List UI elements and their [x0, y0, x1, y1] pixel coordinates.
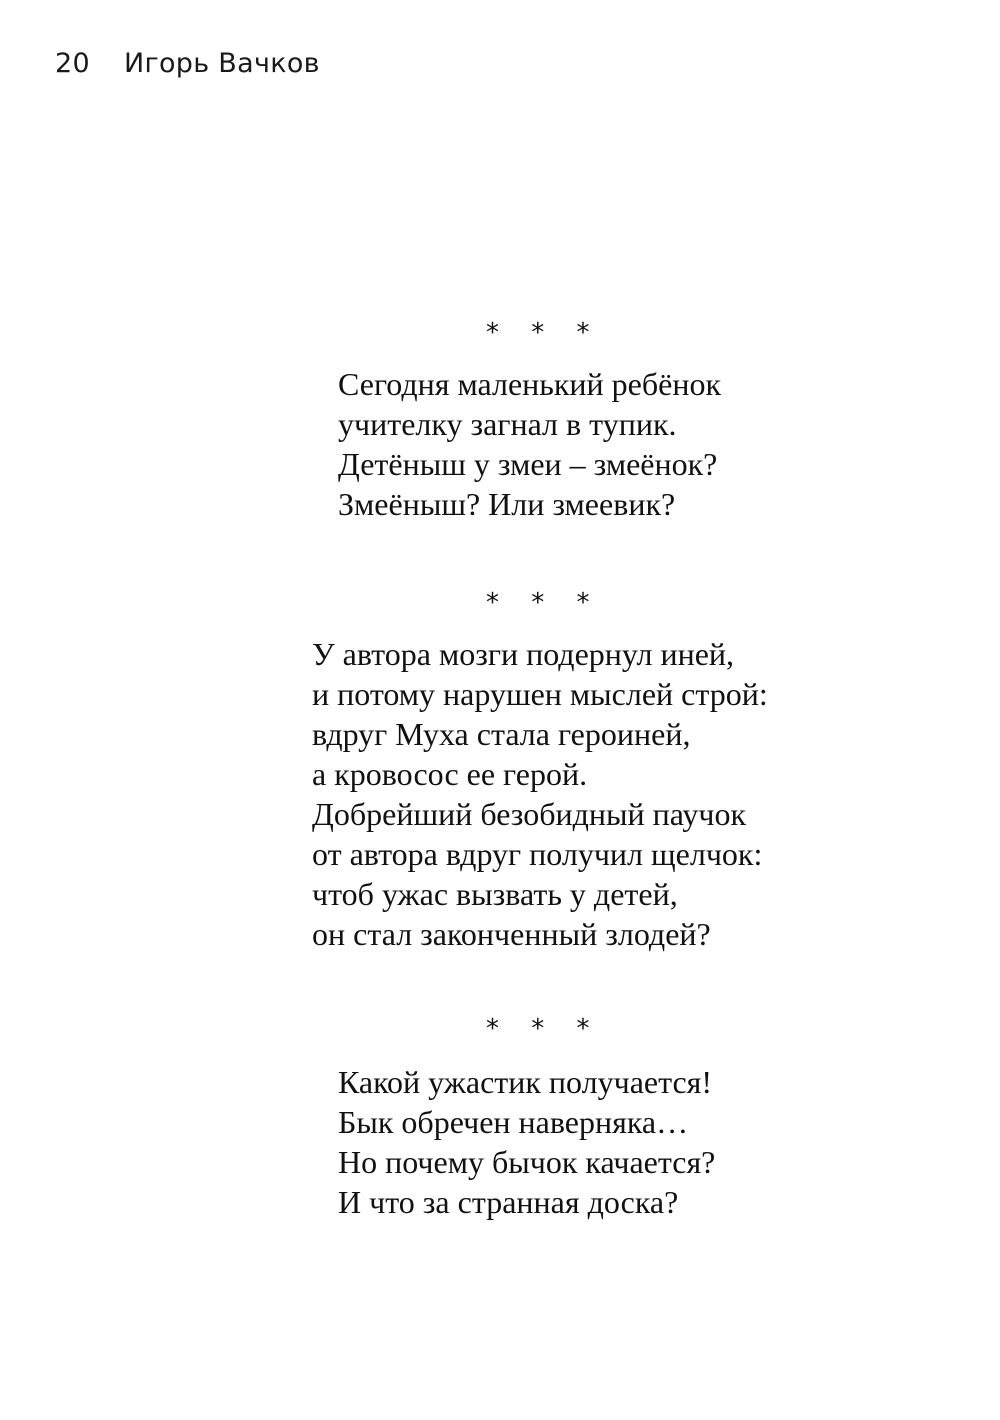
poem-line: и потому нарушен мыслей строй:	[312, 676, 768, 712]
poem-line: чтоб ужас вызвать у детей,	[312, 876, 678, 912]
asterism-separator: * * *	[486, 588, 602, 618]
poem-line: он стал законченный злодей?	[312, 916, 711, 952]
poem-line: Сегодня маленький ребёнок	[338, 366, 722, 402]
running-head	[55, 48, 320, 79]
poem-line: Змеёныш? Или змеевик?	[338, 486, 676, 522]
author-name: Игорь Вачков	[123, 48, 320, 79]
poem-line: Детёныш у змеи – змеёнок?	[338, 446, 718, 482]
asterism-separator: * * *	[486, 1014, 602, 1044]
poem-line: вдруг Муха стала героиней,	[312, 716, 691, 752]
poem-line: У автора мозги подернул иней,	[312, 636, 735, 672]
poem-line: от автора вдруг получил щелчок:	[312, 836, 763, 872]
asterism-separator: * * *	[486, 318, 602, 348]
poem-line: Но почему бычок качается?	[338, 1144, 716, 1180]
page-number: 20	[55, 48, 90, 79]
poem	[312, 634, 768, 954]
poem-line: а кровосос ее герой.	[312, 756, 588, 792]
poem	[338, 364, 721, 524]
poem-line: Добрейший безобидный паучок	[312, 796, 747, 832]
poem-line: учителку загнал в тупик.	[338, 406, 677, 442]
poem-line: И что за странная доска?	[338, 1184, 679, 1220]
poem-line: Какой ужастик получается!	[338, 1064, 713, 1100]
poem	[338, 1062, 715, 1222]
poem-line: Бык обречен наверняка…	[338, 1104, 689, 1140]
